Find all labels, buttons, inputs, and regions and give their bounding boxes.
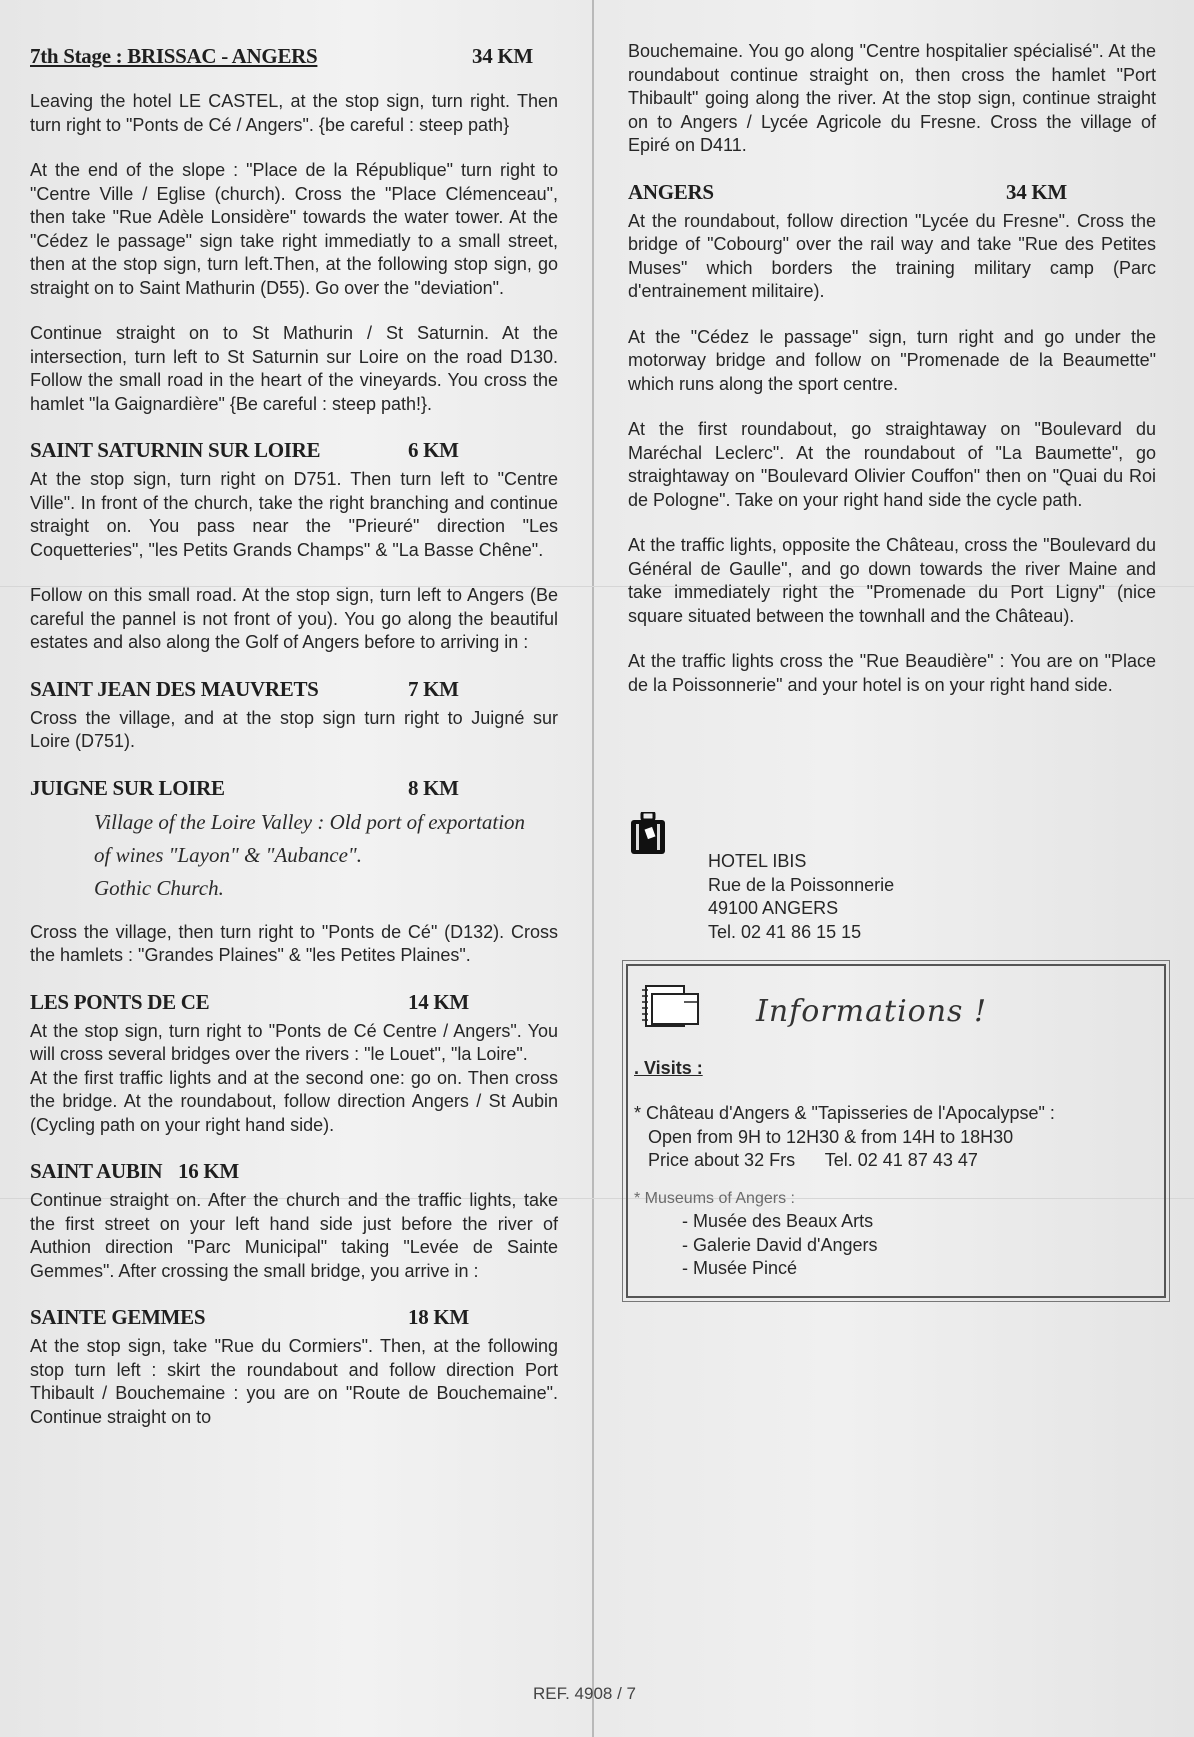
- paragraph: Leaving the hotel LE CASTEL, at the stop sign, turn right. Then turn right to "Ponts de Cé / Angers". {be careful : steep path}: [30, 91, 558, 135]
- museum-item: - Musée Pincé: [682, 1258, 798, 1278]
- suitcase-icon: [630, 812, 666, 856]
- section-heading: [30, 1305, 558, 1333]
- paragraph: At the stop sign, turn right to "Ponts de Cé Centre / Angers". You will cross several bridges over the rivers : "le Louet", "la Loire".: [30, 1020, 558, 1064]
- paragraph: At the "Cédez le passage" sign, turn right and go under the motorway bridge and follow on "Promenade de la Beaumette" which runs along the sport centre.: [628, 326, 1156, 394]
- hotel-phone: Tel. 02 41 86 15 15: [708, 921, 862, 942]
- hotel-address: [708, 850, 894, 944]
- hotel-street: Rue de la Poissonnerie: [708, 874, 895, 895]
- section-distance: 8 KM: [408, 775, 459, 800]
- info-line: Open from 9H to 12H30 & from 14H to 18H30: [648, 1126, 1014, 1147]
- info-line: * Museums of Angers :: [634, 1189, 795, 1207]
- paragraph: Continue straight on. After the church and the traffic lights, take the first street on your left hand side just before the river of Authion direction "Parc Municipal" taking "Levée de Sainte Gemmes". After crossing the small bridge, you arrive in :: [30, 1190, 558, 1281]
- info-line: Price about 32 Frs Tel. 02 41 87 43 47: [648, 1150, 978, 1170]
- italic-note: Gothic Church.: [94, 875, 224, 900]
- section-name: LES PONTS DE CE: [30, 989, 210, 1014]
- section-distance: 14 KM: [408, 989, 469, 1014]
- italic-note: of wines "Layon" & "Aubance".: [94, 842, 362, 867]
- section-heading: [628, 180, 1156, 208]
- left-column: [30, 44, 558, 1429]
- right-column: [628, 40, 1156, 697]
- paragraph: Cross the village, and at the stop sign turn right to Juigné sur Loire (D751).: [30, 707, 558, 751]
- museum-item: - Galerie David d'Angers: [682, 1234, 878, 1255]
- section-heading: [30, 677, 558, 705]
- section-name: JUIGNE SUR LOIRE: [30, 775, 225, 800]
- page-fold-vertical: [592, 0, 594, 1737]
- paragraph: At the stop sign, take "Rue du Cormiers". Then, at the following stop turn left : skirt the roundabout and follow direction Port Thibault / Bouchemaine : you are on "Route de Bouchemaine". Continue straight on to: [30, 1336, 558, 1427]
- section-heading: [30, 776, 558, 804]
- paragraph: Continue straight on to St Mathurin / St Saturnin. At the intersection, turn left to St Saturnin sur Loire on the road D130. Follow the small road in the heart of the vineyards. You cross the hamlet "la Gaignardière" {Be careful : steep path!}.: [30, 323, 558, 414]
- italic-note: Village of the Loire Valley : Old port of exportation: [94, 809, 526, 834]
- section-name: SAINT JEAN DES MAUVRETS: [30, 676, 319, 701]
- reference-number: REF. 4908 / 7: [533, 1684, 637, 1703]
- section-heading: [30, 990, 558, 1018]
- paragraph: Follow on this small road. At the stop sign, turn left to Angers (Be careful the pannel is not front of you). You go along the beautiful estates and also along the Golf of Angers before to arriving in :: [30, 585, 558, 652]
- section-heading: [30, 1159, 558, 1187]
- museum-item: - Musée des Beaux Arts: [682, 1211, 874, 1231]
- paragraph: At the first traffic lights and at the second one: go on. Then cross the bridge. At the roundabout, follow direction Angers / St Aubin (Cycling path on your right hand side).: [30, 1067, 558, 1135]
- notebook-icon: [638, 982, 708, 1032]
- section-distance: 6 KM: [408, 438, 459, 462]
- paragraph: Cross the village, then turn right to "Ponts de Cé" (D132). Cross the hamlets : "Grandes Plaines" & "les Petites Plaines".: [30, 921, 558, 965]
- paragraph: At the traffic lights cross the "Rue Beaudière" : You are on "Place de la Poissonnerie" and your hotel is on your right hand side.: [628, 651, 1156, 695]
- paragraph: At the first roundabout, go straightaway on "Boulevard du Maréchal Leclerc". At the roundabout of "La Baumette", go straightaway on "Boulevard Olivier Couffon" then on "Quai du Roi de Pologne". Take on your right hand side the cycle path.: [628, 419, 1156, 510]
- information-box: [626, 964, 1166, 1298]
- section-name: SAINT AUBIN: [30, 1159, 163, 1183]
- stage-title-text: 7th Stage : BRISSAC - ANGERS: [30, 44, 318, 68]
- paragraph: At the roundabout, follow direction "Lycée du Fresne". Cross the bridge of "Cobourg" over the rail way and take "Rue des Petites Muses" which borders the training military camp (Parc d'entrainement militaire).: [628, 210, 1156, 301]
- hotel-city: 49100 ANGERS: [708, 898, 839, 918]
- hotel-block: [630, 808, 930, 948]
- hotel-name: HOTEL IBIS: [708, 851, 807, 871]
- stage-title: [30, 44, 558, 72]
- section-distance: 18 KM: [408, 1305, 469, 1329]
- section-name: SAINT SATURNIN SUR LOIRE: [30, 438, 321, 462]
- paragraph: At the traffic lights, opposite the Château, cross the "Boulevard du Général de Gaulle", and go down towards the river Maine and take immediately right the "Promenade du Port Ligny" (nice square situated between the townhall and the Château).: [628, 535, 1156, 626]
- section-distance: 7 KM: [408, 676, 459, 701]
- info-line: * Château d'Angers & "Tapisseries de l'Apocalypse" :: [634, 1103, 1055, 1123]
- paragraph: At the end of the slope : "Place de la République" turn right to "Centre Ville / Eglise (church). Cross the "Place Clémenceau", then take "Rue Adèle Lonsidère" towards the water tower. At the "Cédez le passage" sign take right immediatly to a small street, then at the stop sign, turn left.Then, at the following stop sign, go straight on to Saint Mathurin (D55). Go over the "deviation".: [30, 160, 558, 298]
- section-name: ANGERS: [628, 179, 714, 204]
- stage-distance: 34 KM: [472, 44, 533, 68]
- section-heading: [30, 438, 558, 466]
- info-body: [634, 1102, 1154, 1281]
- visits-label: . Visits :: [634, 1058, 703, 1078]
- paragraph: At the stop sign, turn right on D751. Then turn left to "Centre Ville". In front of the church, take the right branching and continue straight on. You pass near the "Prieuré" direction "Les Coquetteries", "les Petits Grands Champs" & "La Basse Chêne".: [30, 469, 558, 560]
- section-distance: 34 KM: [1006, 179, 1067, 204]
- section-name: SAINTE GEMMES: [30, 1305, 206, 1329]
- section-distance: 16 KM: [178, 1159, 239, 1183]
- info-title: Informations !: [756, 994, 988, 1029]
- paragraph: Bouchemaine. You go along "Centre hospitalier spécialisé". At the roundabout continue straight on, then cross the hamlet "Port Thibault" going along the river. At the stop sign, continue straight on to Angers / Lycée Agricole du Fresne. Cross the village of Epiré on D411.: [628, 41, 1156, 155]
